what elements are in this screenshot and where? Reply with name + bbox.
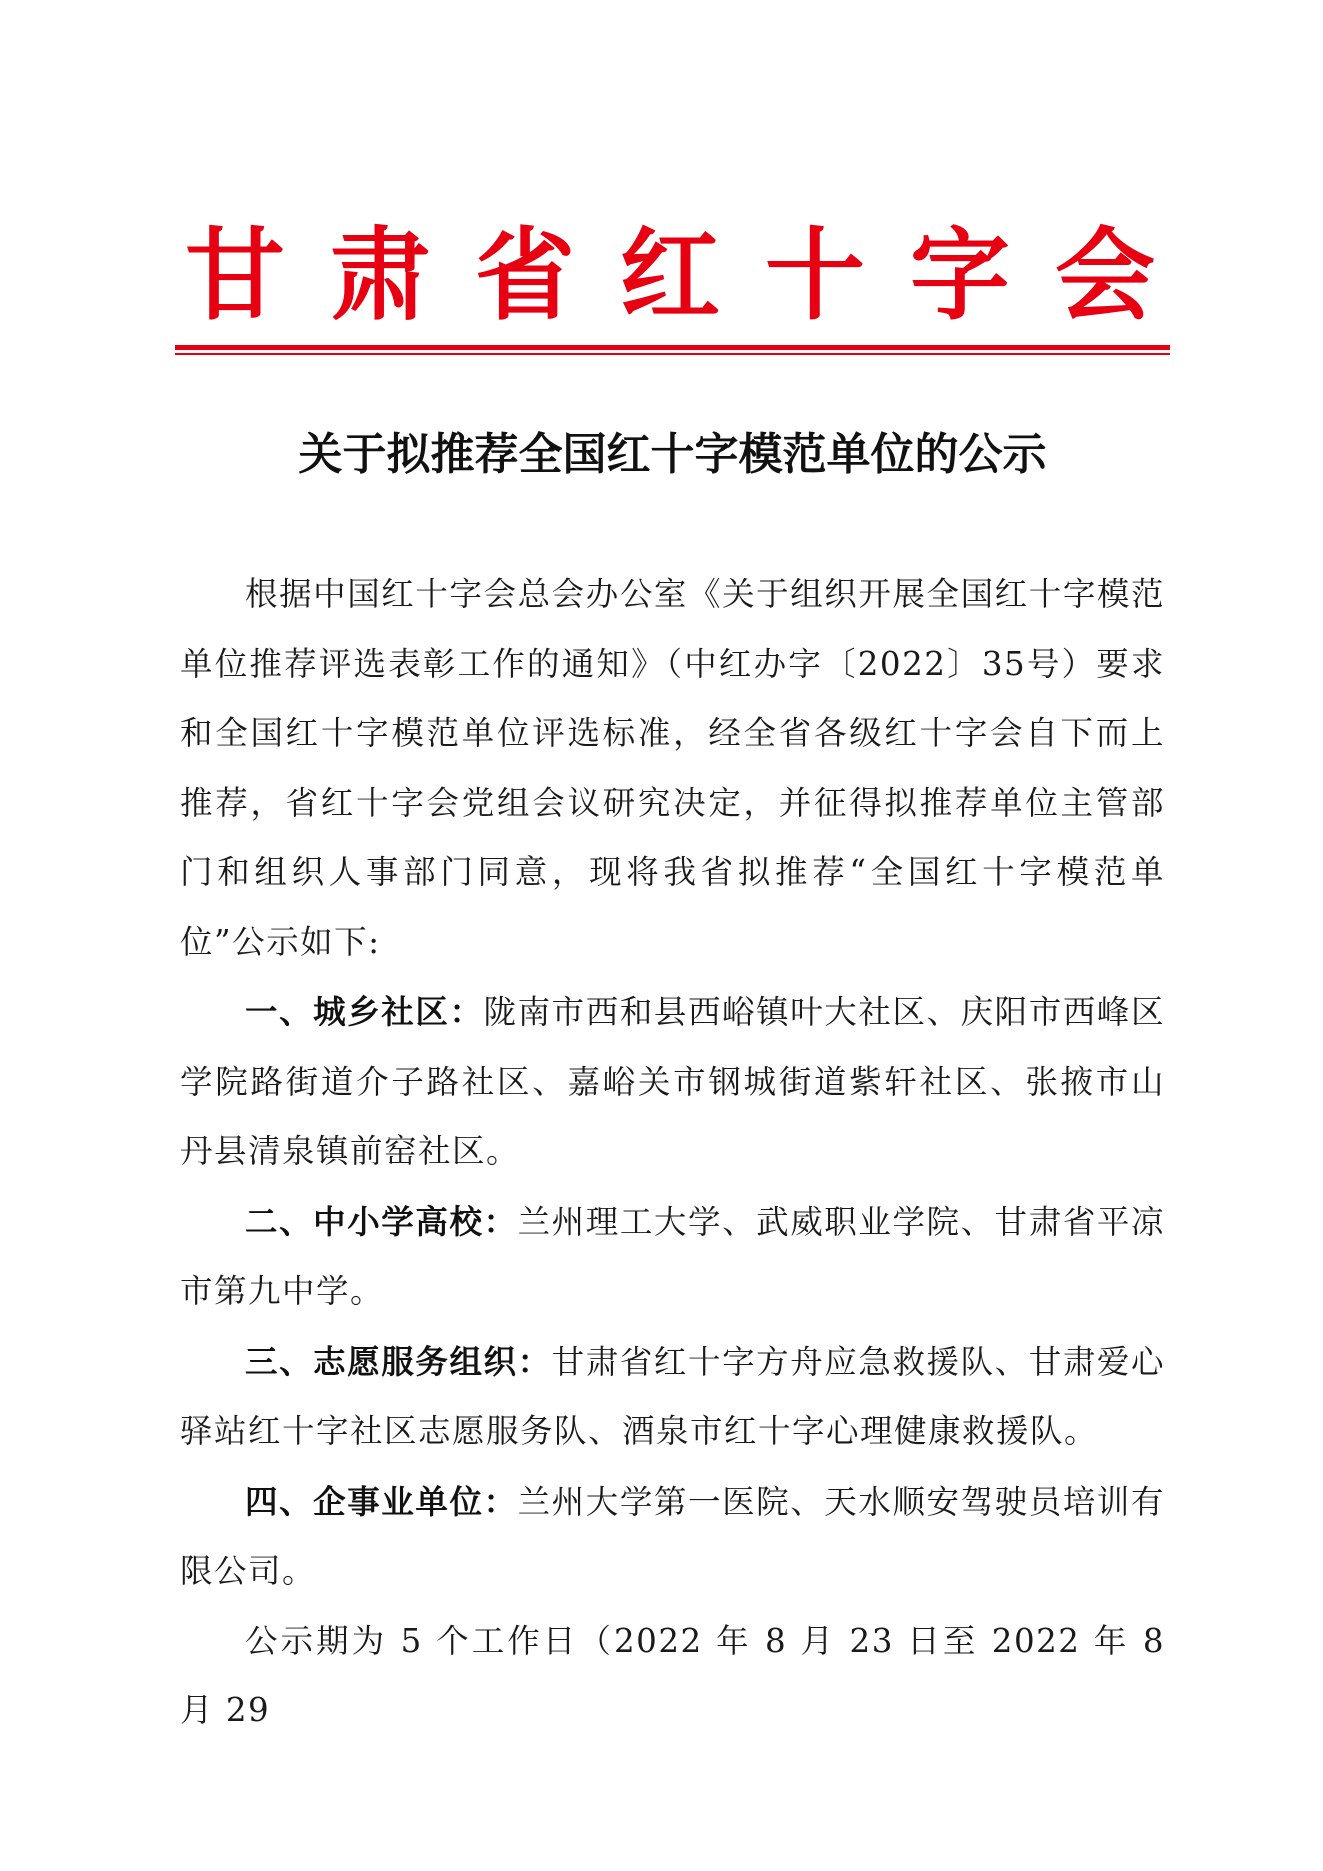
item-label: 二、中小学高校： [245, 1201, 518, 1241]
item-label: 三、志愿服务组织： [245, 1341, 552, 1381]
letterhead-char: 红 [620, 216, 720, 334]
item-paragraph-schools [180, 1187, 1165, 1327]
item-paragraph-enterprise [180, 1467, 1165, 1607]
item-text: 陇南市西和县西峪镇叶大社区、庆阳市西峰区学院路街道介子路社区、嘉峪关市钢城街道紫轩社区、张掖市山丹县清泉镇前窑社区。 [180, 993, 1165, 1170]
letterhead-char: 字 [910, 216, 1010, 334]
letterhead-char: 省 [475, 216, 575, 334]
closing-paragraph: 公示期为 5 个工作日（2022 年 8 月 23 日至 2022 年 8 月 29 [180, 1621, 1165, 1729]
letterhead [175, 210, 1165, 340]
item-text: 甘肃省红十字方舟应急救援队、甘肃爱心驿站红十字社区志愿服务队、酒泉市红十字心理健康救援队。 [180, 1342, 1165, 1450]
letterhead-char: 肃 [330, 216, 430, 334]
item-label: 四、企事业单位： [245, 1481, 518, 1521]
letterhead-rule-thick [175, 345, 1170, 350]
item-text: 兰州理工大学、武威职业学院、甘肃省平凉市第九中学。 [180, 1202, 1165, 1310]
document-title: 关于拟推荐全国红十字模范单位的公示 [298, 429, 1047, 480]
letterhead-rule-thin [175, 353, 1170, 355]
intro-paragraph: 根据中国红十字会总会办公室《关于组织开展全国红十字模范单位推荐评选表彰工作的通知》（中红办字〔2022〕35号）要求和全国红十字模范单位评选标准，经全省各级红十字会自下而上推荐，省红十字会党组会议研究决定，并征得拟推荐单位主管部门和组织人事部门同意，现将我省拟推荐“全国红十字模范单位”公示如下: [180, 575, 1165, 961]
document-body [180, 560, 1165, 1746]
letterhead-char: 会 [1055, 216, 1155, 334]
letterhead-char: 甘 [185, 216, 285, 334]
letterhead-char: 十 [765, 216, 865, 334]
item-label: 一、城乡社区： [245, 992, 484, 1031]
item-text: 兰州大学第一医院、天水顺安驾驶员培训有限公司。 [180, 1482, 1165, 1590]
item-paragraph-community [180, 977, 1165, 1187]
item-paragraph-volunteer [180, 1327, 1165, 1467]
